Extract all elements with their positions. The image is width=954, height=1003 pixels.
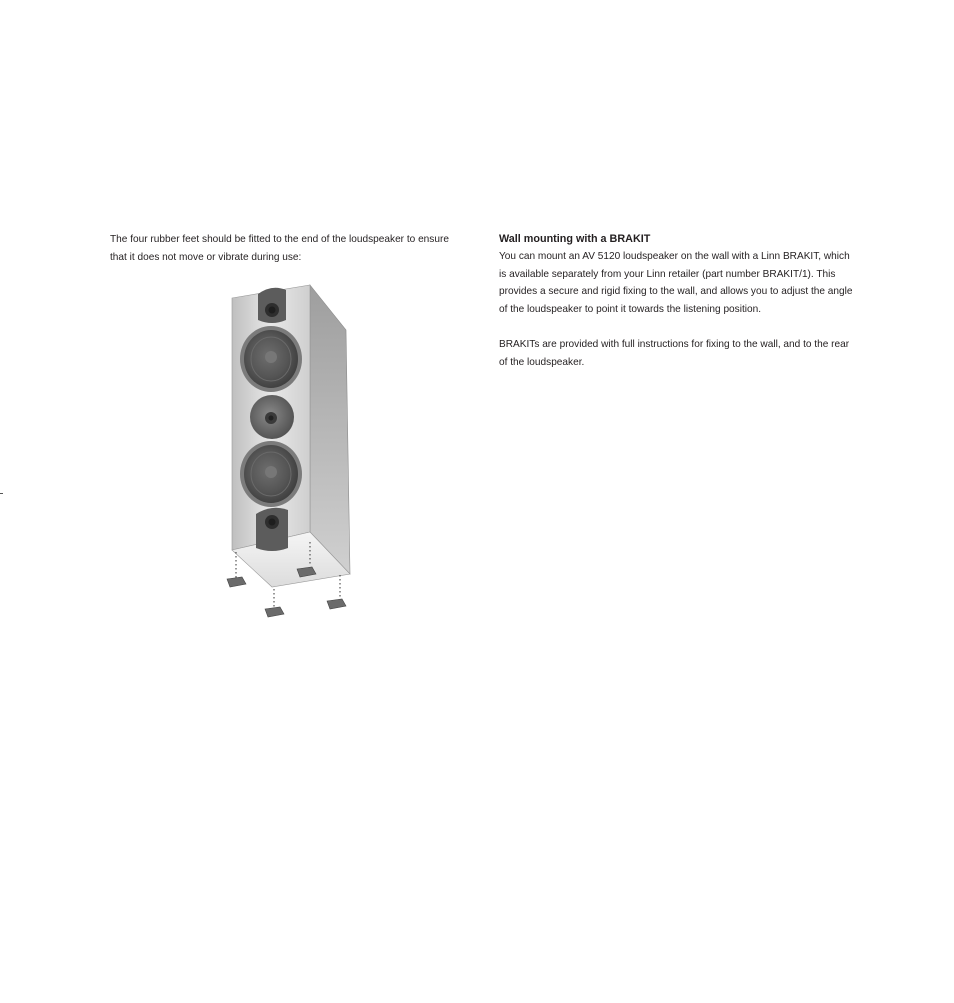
feet-intro-text: The four rubber feet should be fitted to the end of the loudspeaker to ensure that it does not move or vibrate during use: [110,234,449,263]
rubber-foot-front-right [265,607,284,617]
rubber-foot-front-left [227,577,246,587]
rubber-foot-back-right [327,599,346,609]
lower-woofer-dustcap [265,466,277,478]
bottom-tweeter [256,508,288,551]
right-column [499,231,855,372]
brakit-paragraph-2: BRAKITs are provided with full instructions for fixing to the wall, and to the rear of the loudspeaker. [499,339,850,368]
brakit-paragraph-1: You can mount an AV 5120 loudspeaker on the wall with a Linn BRAKIT, which is available separately from your Linn retailer (part number BRAKIT/1). This provides a secure and rigid fixing to the wall, and allows you to adjust the angle of the loudspeaker to point it towards the listening position. [499,251,853,315]
margin-tick-mark [0,493,3,494]
cabinet-side-panel [310,285,350,574]
section-heading: Wall mounting with a BRAKIT [499,233,651,245]
loudspeaker-svg [222,282,354,620]
upper-woofer-dustcap [265,351,277,363]
loudspeaker-illustration [222,282,354,620]
left-column [110,231,455,266]
